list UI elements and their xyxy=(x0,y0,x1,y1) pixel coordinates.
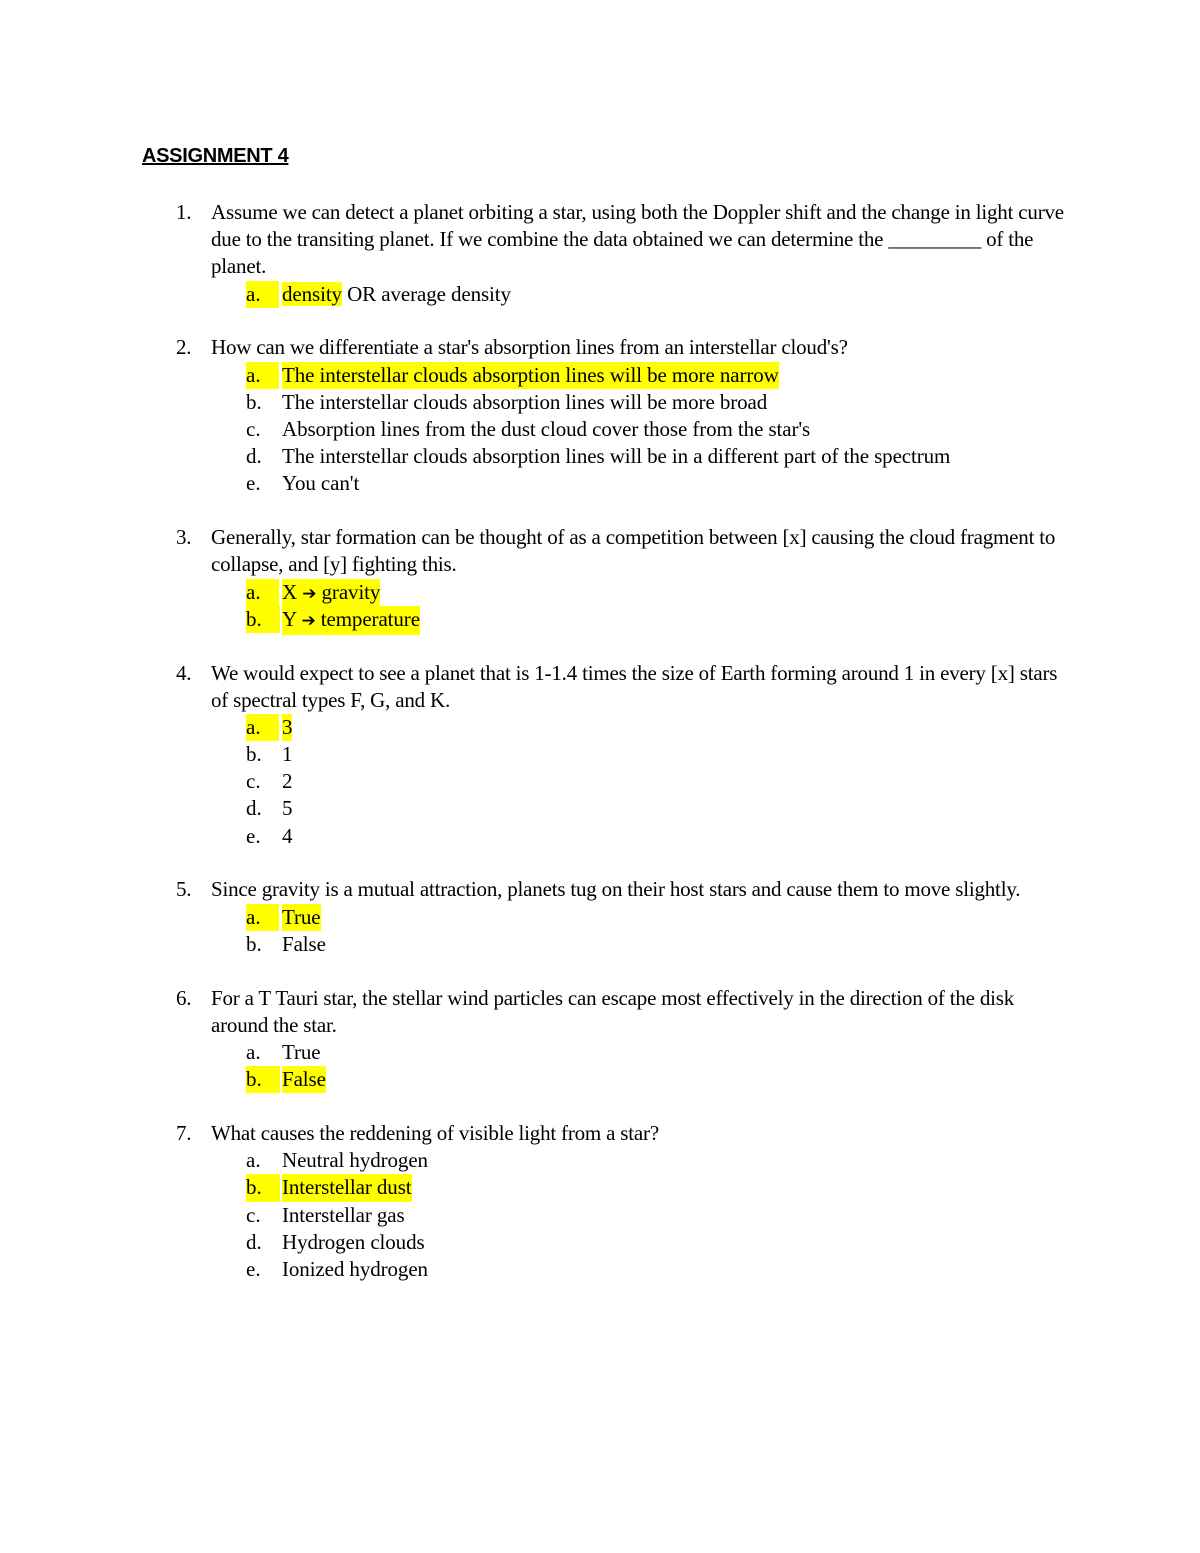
option-label: e. xyxy=(246,471,261,496)
highlighted-answer: density xyxy=(282,281,342,306)
answer-option xyxy=(0,1202,1200,1229)
answer-option xyxy=(0,443,1200,470)
arrow-right-icon: ➔ xyxy=(301,610,316,631)
question-text: How can we differentiate a star's absorption lines from an interstellar cloud's? xyxy=(211,335,848,360)
option-text: 1 xyxy=(282,742,293,767)
question-stem xyxy=(0,876,1071,903)
answer-option xyxy=(0,823,1200,850)
question-stem xyxy=(0,199,1071,281)
option-label: d. xyxy=(246,796,262,821)
answer-option xyxy=(0,1174,1200,1201)
question-stem xyxy=(0,660,1071,714)
option-text xyxy=(282,579,380,608)
question-list xyxy=(0,199,1200,1310)
option-text: Neutral hydrogen xyxy=(282,1148,428,1173)
option-rest-text: OR average density xyxy=(341,281,511,306)
option-label: d. xyxy=(246,444,262,469)
option-text: False xyxy=(282,931,326,956)
question-stem xyxy=(0,985,1071,1039)
answer-option xyxy=(0,606,1200,633)
question-number: 6. xyxy=(176,985,192,1010)
answer-option xyxy=(0,768,1200,795)
option-variable: Y xyxy=(282,606,302,631)
option-text: False xyxy=(282,1066,326,1093)
option-label: b. xyxy=(246,931,262,956)
question-number: 2. xyxy=(176,335,192,360)
answer-options xyxy=(0,1147,1200,1283)
question-text: Generally, star formation can be thought of as a competition between [x] causing the cloud fragment to collapse, and [y] fighting this. xyxy=(211,525,1056,577)
option-label: c. xyxy=(246,1202,261,1227)
answer-options xyxy=(0,281,1200,308)
option-text: True xyxy=(282,1040,321,1065)
answer-option xyxy=(0,931,1200,958)
document-title: ASSIGNMENT 4 xyxy=(142,145,289,167)
option-label: d. xyxy=(246,1229,262,1254)
option-text: 2 xyxy=(282,769,293,794)
option-text: Absorption lines from the dust cloud cover those from the star's xyxy=(282,416,811,441)
option-text: You can't xyxy=(282,471,360,496)
answer-options xyxy=(0,904,1200,958)
option-label: b. xyxy=(246,1174,280,1201)
option-label: b. xyxy=(246,606,280,633)
option-label: e. xyxy=(246,823,261,848)
answer-option xyxy=(0,1147,1200,1174)
answer-option xyxy=(0,1229,1200,1256)
question-4 xyxy=(0,660,1200,850)
answer-option xyxy=(0,1256,1200,1283)
question-2 xyxy=(0,334,1200,497)
answer-option xyxy=(0,795,1200,822)
answer-options xyxy=(0,362,1200,498)
option-label: a. xyxy=(246,579,279,606)
option-label: b. xyxy=(246,1066,280,1093)
option-text: Ionized hydrogen xyxy=(282,1256,428,1281)
question-1 xyxy=(0,199,1200,308)
question-stem xyxy=(0,334,1071,361)
option-label: e. xyxy=(246,1256,261,1281)
option-text: The interstellar clouds absorption lines will be more broad xyxy=(282,389,768,414)
option-text: Interstellar gas xyxy=(282,1202,405,1227)
option-text: 3 xyxy=(282,714,292,741)
answer-option xyxy=(0,579,1200,606)
question-number: 4. xyxy=(176,660,192,685)
question-number: 3. xyxy=(176,525,192,550)
question-5 xyxy=(0,876,1200,958)
option-label: a. xyxy=(246,1040,261,1065)
answer-option xyxy=(0,904,1200,931)
question-number: 1. xyxy=(176,200,192,224)
option-label: b. xyxy=(246,389,262,414)
question-6 xyxy=(0,985,1200,1094)
question-number: 7. xyxy=(176,1120,192,1145)
question-7 xyxy=(0,1120,1200,1283)
question-stem xyxy=(0,1120,1071,1147)
option-text: 4 xyxy=(282,823,293,848)
option-label: a. xyxy=(246,281,279,308)
option-value: gravity xyxy=(316,579,381,604)
answer-option xyxy=(0,741,1200,768)
option-text: The interstellar clouds absorption lines will be in a different part of the spectrum xyxy=(282,444,951,469)
option-text: The interstellar clouds absorption lines will be more narrow xyxy=(282,362,779,389)
answer-option xyxy=(0,1066,1200,1093)
option-text: Interstellar dust xyxy=(282,1174,412,1201)
option-label: a. xyxy=(246,362,279,389)
answer-options xyxy=(0,714,1200,850)
answer-options xyxy=(0,579,1200,633)
answer-option xyxy=(0,470,1200,497)
option-label: a. xyxy=(246,904,279,931)
question-number: 5. xyxy=(176,877,192,902)
option-text: True xyxy=(282,904,321,931)
option-label: c. xyxy=(246,416,261,441)
option-label: a. xyxy=(246,714,279,741)
option-value: temperature xyxy=(315,606,420,631)
answer-option xyxy=(0,281,1200,308)
option-label: b. xyxy=(246,742,262,767)
option-label: a. xyxy=(246,1148,261,1173)
answer-option xyxy=(0,389,1200,416)
question-text: We would expect to see a planet that is 1-1.4 times the size of Earth forming around 1 in every [x] stars of spectral types F, G, and K. xyxy=(211,660,1058,712)
option-text: 5 xyxy=(282,796,293,821)
option-variable: X xyxy=(282,579,303,604)
question-text: Since gravity is a mutual attraction, planets tug on their host stars and cause them to move slightly. xyxy=(211,877,1021,902)
option-text: Hydrogen clouds xyxy=(282,1229,425,1254)
answer-option xyxy=(0,362,1200,389)
question-3 xyxy=(0,524,1200,633)
question-text: What causes the reddening of visible light from a star? xyxy=(211,1120,659,1145)
arrow-right-icon: ➔ xyxy=(302,583,317,604)
answer-option xyxy=(0,416,1200,443)
option-text xyxy=(282,606,420,635)
option-text xyxy=(282,281,511,308)
answer-option xyxy=(0,714,1200,741)
question-stem xyxy=(0,524,1071,578)
answer-option xyxy=(0,1039,1200,1066)
option-label: c. xyxy=(246,769,261,794)
answer-options xyxy=(0,1039,1200,1093)
question-text: Assume we can detect a planet orbiting a star, using both the Doppler shift and the change in light curve due to the transiting planet. If we combine the data obtained we can determine the _________ of the planet. xyxy=(211,200,1064,279)
question-text: For a T Tauri star, the stellar wind particles can escape most effectively in the direction of the disk around the star. xyxy=(211,985,1015,1037)
